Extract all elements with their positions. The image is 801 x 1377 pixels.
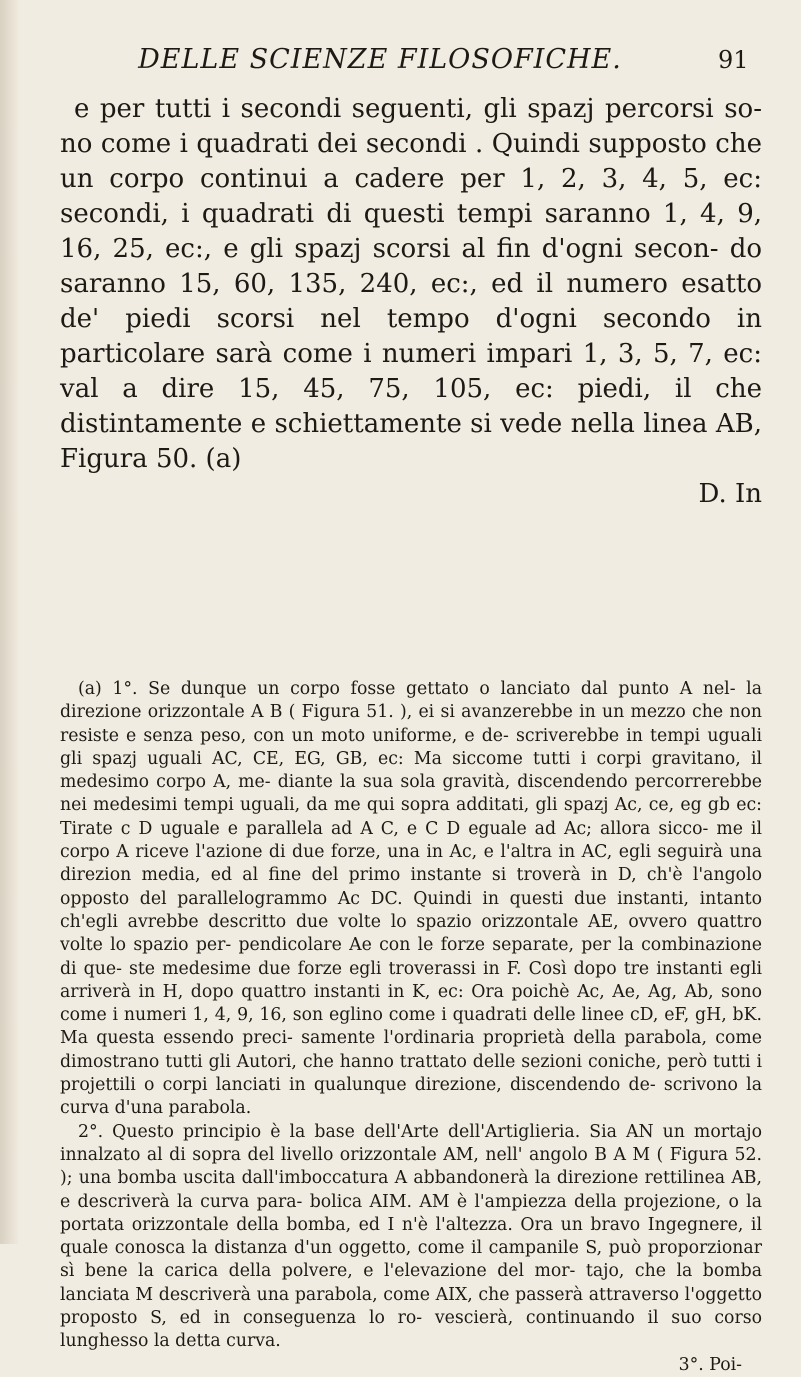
footnotes — [60, 678, 762, 1377]
main-text — [60, 92, 762, 507]
page-gutter-shadow — [0, 0, 18, 1244]
footnote-catchword: 3°. Poi- — [678, 1354, 742, 1375]
body-paragraph: e per tutti i secondi seguenti, gli spazj percorsi so- no come i quadrati dei secondi . Quindi supposto che un corpo continui a cadere per 1, 2, 3, 4, 5, ec: secondi, i quadrati di questi tempi saranno 1, 4, 9, 16, 25, ec:, e gli spazj scorsi al fin d'ogni secon- do saranno 15, 60, 135, 240, ec:, ed il numero esatto de' piedi scorsi nel tempo d'ogni secondo in particolare sarà come i numeri impari 1, 3, 5, 7, ec: val a dire 15, 45, 75, 105, ec: piedi, il che distintamente e schiettamente si vede nella linea AB, Figura 50. (a) — [60, 94, 762, 474]
page-header — [0, 44, 801, 84]
page-number: 91 — [718, 46, 749, 74]
footnote-1: (a) 1°. Se dunque un corpo fosse gettato o lanciato dal punto A nel- la direzione orizzontale A B ( Figura 51. ), ei si avanzerebbe in un mezzo che non resiste e senza peso, con un moto uniforme, e de- scriverebbe in tempi uguali gli spazj uguali AC, CE, EG, GB, ec: Ma siccome tutti i corpi gravitano, il medesimo corpo A, me- diante la sua sola gravità, discendendo percorrerebbe nei medesimi tempi uguali, da me qui sopra additati, gli spazj Ac, ce, eg gb ec: Tirate c D uguale e parallela ad A C, e C D eguale ad Ac; allora sicco- me il corpo A riceve l'azione di due forze, una in Ac, e l'altra in AC, egli seguirà una direzion media, ed al fine del primo instante si troverà in D, ch'è l'angolo opposto del parallelogrammo Ac DC. Quindi in questi due instanti, intanto ch'egli avrebbe descritto due volte lo spazio orizzontale AE, ovvero quattro volte lo spazio per- pendicolare Ae con le forze separate, per la combinazione di que- ste medesime due forze egli troverassi in F. Così dopo tre instanti egli arriverà in H, dopo quattro instanti in K, ec: Ora poichè Ac, Ae, Ag, Ab, sono come i numeri 1, 4, 9, 16, son eglino come i quadrati delle linee cD, eF, gH, bK. Ma questa essendo preci- samente l'ordinaria proprietà della parabola, come dimostrano tutti gli Autori, che hanno trattato delle sezioni coniche, però tutti i projettili o corpi lanciati in qualunque direzione, discendendo de- scrivono la curva d'una parabola. — [60, 679, 762, 1119]
footnote-2: 2°. Questo principio è la base dell'Arte dell'Artiglieria. Sia AN un mortajo innalzato al di sopra del livello orizzontale AM, nell' angolo B A M ( Figura 52. ); una bomba uscita dall'imboccatura A abbandonerà la direzione rettilinea AB, e descriverà la curva para- bolica AIM. AM è l'ampiezza della projezione, o la portata orizzontale della bomba, ed I n'è l'altezza. Ora un bravo Ingegnere, il quale conosca la distanza d'un oggetto, come il campanile S, può proporzionar sì bene la carica della polvere, e l'elevazione del mor- tajo, che la bomba lanciata M descriverà una parabola, come AIX, che passerà attraverso l'oggetto proposto S, ed in conseguenza lo ro- vescierà, continuando il suo corso lunghesso la detta curva. — [60, 1121, 762, 1352]
running-head: DELLE SCIENZE FILOSOFICHE. — [138, 44, 622, 75]
catchword: D. In — [698, 479, 762, 509]
